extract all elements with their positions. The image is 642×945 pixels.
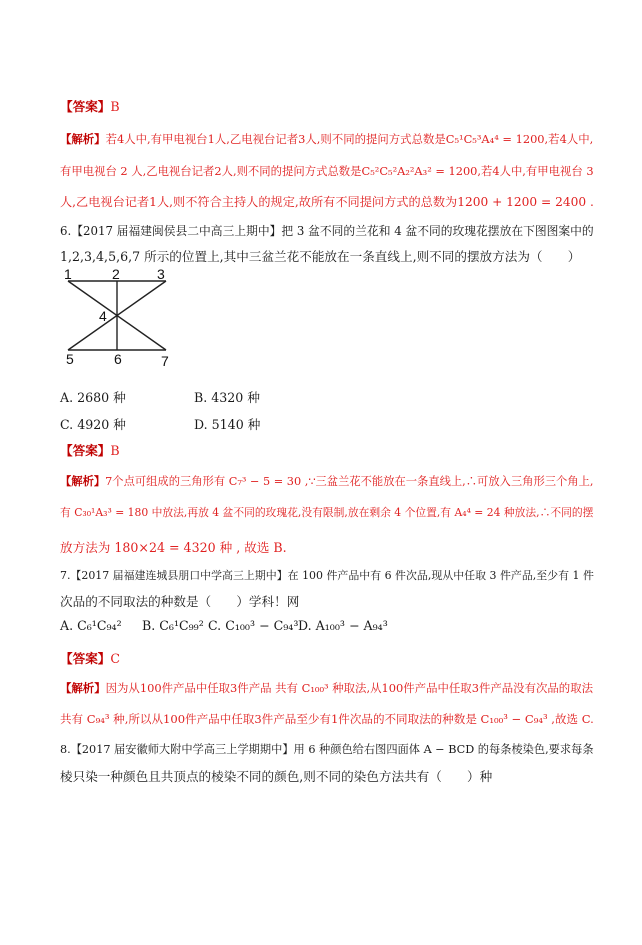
- q6-answer-value: B: [110, 443, 120, 458]
- q7-choice-d: D. A₁₀₀³ − A₉₄³: [298, 618, 388, 633]
- q5-analysis-text-1: 若4人中,有甲电视台1人,乙电视台记者3人,则不同的提问方式总数是C₅¹C₅³A₄⁴ = 1200,若4人中,: [105, 132, 594, 146]
- q6-choice-a: A. 2680 种: [60, 390, 126, 405]
- q6-analysis-line-2: 有 C₃₀¹A₃³ = 180 中放法,再放 4 盆不同的玫瑰花,没有限制,放在剩余 4 个位置,有 A₄⁴ = 24 种放法,∴不同的摆: [60, 506, 594, 519]
- q6-figure: [60, 268, 180, 368]
- q7-answer-value: C: [110, 651, 121, 666]
- q6-choice-c: C. 4920 种: [60, 417, 126, 432]
- q5-analysis-line-1: [60, 131, 593, 147]
- q5-analysis-label: 【解析】: [60, 132, 106, 146]
- q6-analysis-text-1: 7个点可组成的三角形有 C₇³ − 5 = 30 ,∵三盆兰花不能放在一条直线上,∴可放入三角形三个角上,: [105, 475, 594, 488]
- q6-figure-label-7: 7: [161, 353, 169, 368]
- q6-stem-line-1: 6.【2017 届福建闽侯县二中高三上期中】把 3 盆不同的兰花和 4 盆不同的玫瑰花摆放在下图图案中的: [60, 224, 594, 238]
- q7-analysis-label: 【解析】: [60, 681, 106, 695]
- q7-analysis-text-1: 因为从100件产品中任取3件产品 共有 C₁₀₀³ 种取法,从100件产品中任取3件产品没有次品的取法: [105, 681, 594, 695]
- q5-analysis-line-2: 有甲电视台 2 人,乙电视台记者2人,则不同的提问方式总数是C₅²C₅²A₂²A₃² = 1200,若4人中,有甲电视台 3: [60, 164, 594, 178]
- q7-choice-c: C. C₁₀₀³ − C₉₄³: [208, 618, 299, 633]
- q5-analysis-line-3: 人,乙电视台记者1人,则不符合主持人的规定,故所有不同提问方式的总数为1200 + 1200 = 2400 .: [60, 195, 594, 209]
- q6-figure-label-2: 2: [112, 268, 120, 282]
- q8-stem-line-2: 棱只染一种颜色且共顶点的棱染不同的颜色,则不同的染色方法共有（ ）种: [60, 769, 493, 784]
- q6-answer: [60, 440, 120, 459]
- q6-analysis-label: 【解析】: [60, 474, 106, 488]
- q6-figure-label-3: 3: [157, 268, 165, 282]
- q6-figure-label-4: 4: [99, 308, 107, 324]
- q7-stem-line-2: 次品的不同取法的种数是（ ）学科！网: [60, 594, 300, 609]
- q6-figure-label-5: 5: [66, 351, 74, 367]
- q6-stem-line-2: 1,2,3,4,5,6,7 所示的位置上,其中三盆兰花不能放在一条直线上,则不同的摆放方法为（ ）: [60, 249, 581, 264]
- q7-answer: [60, 648, 120, 667]
- q5-answer-label: 【答案】: [60, 99, 111, 114]
- q7-analysis-line-2: 共有 C₉₄³ 种,所以从100件产品中任取3件产品至少有1件次品的不同取法的种数是 C₁₀₀³ − C₉₄³ ,故选 C.: [60, 712, 594, 726]
- q7-choice-b: B. C₆¹C₉₉²: [142, 618, 204, 633]
- q6-analysis-line-3: 放方法为 180×24 = 4320 种 , 故选 B.: [60, 540, 287, 555]
- q7-analysis-line-1: [60, 680, 593, 696]
- q7-stem-line-1: 7.【2017 届福建连城县朋口中学高三上期中】在 100 件产品中有 6 件次品,现从中任取 3 件产品,至少有 1 件: [60, 569, 594, 582]
- q5-answer: [60, 96, 120, 115]
- q5-answer-value: B: [110, 99, 120, 114]
- q6-figure-label-6: 6: [114, 351, 122, 367]
- q6-choice-d: D. 5140 种: [194, 417, 261, 432]
- q6-answer-label: 【答案】: [60, 443, 111, 458]
- q7-answer-label: 【答案】: [60, 651, 111, 666]
- q6-choice-b: B. 4320 种: [194, 390, 260, 405]
- q6-figure-label-1: 1: [64, 268, 72, 282]
- q6-analysis-line-1: [60, 473, 593, 489]
- q7-choice-a: A. C₆¹C₉₄²: [60, 618, 122, 633]
- q8-stem-line-1: 8.【2017 届安徽师大附中学高三上学期期中】用 6 种颜色给右图四面体 A − BCD 的每条棱染色,要求每条: [60, 743, 594, 756]
